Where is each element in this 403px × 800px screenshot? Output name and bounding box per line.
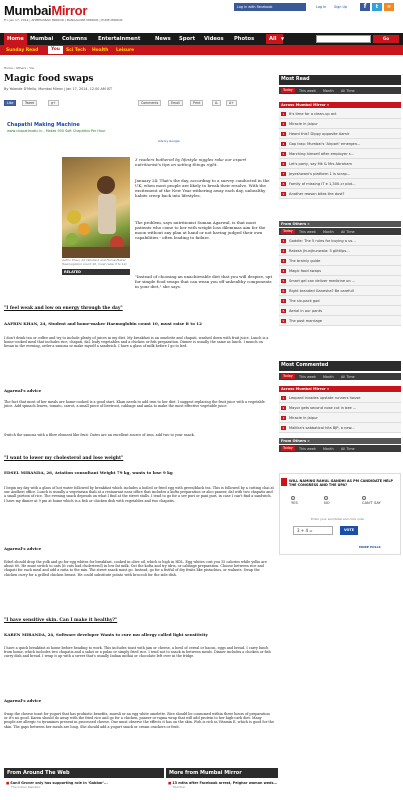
most-commented-heading: Most Commented bbox=[279, 361, 401, 371]
section-heading-3: "I have sensitive skin. Can I make it healthy?" bbox=[4, 618, 118, 623]
list-item[interactable]: 4 Mallika's sabbatical hits BJP, a new... bbox=[279, 423, 401, 433]
ad-choices-link[interactable]: Ads by Google bbox=[158, 139, 180, 143]
list-item[interactable]: 4 Gap trap: Mumbai's 'Airport' emergen... bbox=[279, 139, 401, 149]
tab-this-week[interactable]: This week bbox=[299, 229, 316, 234]
chevron-down-icon[interactable]: ▼ bbox=[281, 36, 285, 41]
paragraph-3: I don't drink tea or coffee and try to include plenty of juices in my diet. My breakfast is an omelette and chapati, washed down with fruit juice. Lunch is a home-cooked meal that includes rice, chapati, dal, leafy vegetables and a chicken or fish preparation. Dinner is usually the same as lunch. I munch on besan in the evening, order a samosa or make myself a sandwich. I have a glass of milk before I go to bed. bbox=[4, 336, 269, 349]
list-item[interactable]: 9 Another reason bites the dust? bbox=[279, 189, 401, 199]
tab-all-time[interactable]: All Time bbox=[341, 88, 355, 93]
vote-button[interactable]: VOTE bbox=[340, 526, 358, 535]
subject-2: EDSEL MIRANDA, 26, Aviation consultant Weight 79 kg, wants to lose 9 kg bbox=[4, 470, 173, 475]
nav-sport[interactable]: Sport bbox=[179, 36, 196, 42]
poll-option-cant-say[interactable]: CAN'T SAY bbox=[362, 496, 381, 505]
signup-link[interactable]: Sign Up bbox=[334, 5, 348, 9]
logo-accent: Mirror bbox=[51, 3, 88, 18]
more-polls-link[interactable]: MORE POLLS bbox=[359, 545, 381, 549]
logo-main: Mumbai bbox=[4, 3, 52, 18]
breadcrumb[interactable]: Home › Others › You bbox=[4, 66, 35, 70]
tab-today[interactable]: Today bbox=[283, 446, 293, 450]
others-tabs bbox=[279, 228, 401, 235]
most-commented-list bbox=[279, 393, 401, 433]
most-read-heading: Most Read bbox=[279, 75, 401, 85]
tab-this-week[interactable]: This week bbox=[299, 446, 316, 451]
twitter-icon[interactable]: t bbox=[372, 3, 382, 11]
list-item[interactable]: 4 Magic food swaps bbox=[279, 266, 401, 276]
comments-button[interactable]: Comments bbox=[138, 100, 161, 106]
list-item[interactable]: 7 Jeyeshwani's platform 1 is scrap... bbox=[279, 169, 401, 179]
photo-illustration bbox=[62, 157, 130, 258]
bullet-icon: ■ bbox=[6, 781, 11, 785]
across-mirror-heading[interactable]: Across Mumbai Mirror » bbox=[279, 102, 401, 108]
subject-1: AAFRIN KHAN, 24, Student and home-maker Haemoglobin count 10, must raise it to 12 bbox=[4, 321, 202, 326]
list-item[interactable]: 2 Mayor gets second nose cut in bee ... bbox=[279, 403, 401, 413]
from-around-web-heading: From Around The Web bbox=[4, 768, 164, 778]
font-size-decrease-button[interactable]: A- bbox=[212, 100, 221, 106]
list-item[interactable]: 8 Aerial in our pants bbox=[279, 306, 401, 316]
account-links bbox=[234, 3, 402, 11]
list-item[interactable]: 3 The brainly guide bbox=[279, 256, 401, 266]
site-logo[interactable] bbox=[4, 4, 87, 17]
subnav-sunday-read[interactable]: Sunday Read bbox=[6, 47, 39, 53]
list-item[interactable]: 1 Leopard invades upstate runners house bbox=[279, 393, 401, 403]
list-item[interactable]: 6 Right branded Ganesha? Be careful! bbox=[279, 286, 401, 296]
tab-all-time[interactable]: All Time bbox=[341, 374, 355, 379]
most-read-tabs bbox=[279, 87, 401, 94]
nav-videos[interactable]: Videos bbox=[204, 36, 224, 42]
tab-this-week[interactable]: This week bbox=[299, 88, 316, 93]
print-button[interactable]: Print bbox=[190, 100, 203, 106]
paragraph-1: January 24: That's the day, according to a survey conducted in the UK, when most people are likely to break their resolve. With the excitement of the New Year withering away each day, unhealthy habits creep back into lifestyles. bbox=[135, 178, 270, 198]
tab-today[interactable]: Today bbox=[283, 88, 293, 92]
bullet-icon: ■ bbox=[168, 781, 173, 785]
most-commented-tabs bbox=[279, 373, 401, 380]
subnav-health[interactable]: Health bbox=[92, 47, 109, 53]
nav-all[interactable]: All bbox=[266, 34, 283, 44]
web-link-title[interactable]: Sunil Grover only has supporting role in 'Gabbar'... bbox=[10, 781, 108, 785]
list-item[interactable]: 1 It's time for a clean-up act bbox=[279, 109, 401, 119]
subnav-sci-tech[interactable]: Sci Tech bbox=[66, 47, 86, 53]
list-item[interactable]: 2 Miracle in Jaipur bbox=[279, 119, 401, 129]
dateline: Fri, Jan 17, 2014 | AHMEDABAD MIRROR | BANGALORE MIRROR | PUNE MIRROR bbox=[4, 18, 123, 22]
list-item[interactable]: 8 Family of missing IT e 1,300-cr plot... bbox=[279, 179, 401, 189]
facebook-icon[interactable]: f bbox=[360, 3, 370, 11]
search-go-button[interactable]: Go bbox=[373, 35, 399, 43]
tab-month[interactable]: Month bbox=[323, 229, 334, 234]
page-title: Magic food swaps bbox=[4, 74, 94, 84]
nav-home[interactable]: Home bbox=[4, 33, 27, 45]
list-item[interactable]: 5 Smart gel can deliver medicine on ... bbox=[279, 276, 401, 286]
subnav-you[interactable]: You bbox=[48, 46, 63, 54]
others-tabs-2 bbox=[279, 445, 401, 452]
related-label: RELATED bbox=[62, 269, 130, 275]
paragraph-9: Swap the cheese toast for yogurt that has probiotic benefits, muesli or an egg white omelette. Rice should be consumed within three hours of preparation or it's no good. Karen should do away with the fried rice and go for a chicken, paneer or rajma wrap that will add protein to her high-carb diet. Many people are allergic to tyramines present in processed cheese. One must observe the effects it has on the skin. Fish is rich in Vitamin E, which is good for the skin. The gaps between her meals are long. She should add a yogurt snack or cream crackers or fruit. bbox=[4, 712, 274, 729]
nav-news[interactable]: News bbox=[155, 36, 171, 42]
list-item[interactable]: 1 Goddle: The 5 rules for buying a us... bbox=[279, 236, 401, 246]
across-mirror-list bbox=[279, 109, 401, 199]
subject-3: KAREN MIRANDA, 24, Software developer Wants to cure mu allergy called light sensitivity bbox=[4, 632, 208, 637]
sub-nav bbox=[0, 45, 403, 55]
ad-url[interactable]: www.chapatimatic.in - Makes 900 Soft Chapathis Per Hour bbox=[7, 129, 106, 133]
list-item[interactable]: 3 Miracle in Jaipur bbox=[279, 413, 401, 423]
nav-photos[interactable]: Photos bbox=[234, 36, 255, 42]
paragraph-8: I have a quick breakfast at home before heading to work. This includes toast with jam or cheese, a bowl of cereal or bacon, eggs and bread. I carry lunch from home, which includes two chapatis and a sabzi or a pulao or simply fried rice. I tend not to snack in between meals. Dinner includes a chicken or fish curry dish and bread. I wrap it up with a sweet that's usually Indian mithai or chocolate left over in the fridge. bbox=[4, 646, 271, 659]
gplus-icon[interactable]: g+ bbox=[48, 100, 59, 106]
more-from-mirror-heading: More from Mumbai Mirror bbox=[166, 768, 278, 778]
intro-text: 3 readers bothered by lifestyle niggles rake our expert nutritionist's tips on setting things right. bbox=[135, 157, 247, 167]
tab-all-time[interactable]: All Time bbox=[341, 229, 355, 234]
tab-month[interactable]: Month bbox=[323, 88, 334, 93]
list-item[interactable]: 5 Marching himself after employer s... bbox=[279, 149, 401, 159]
paragraph-6: I begin my day with a glass of hot water followed by breakfast which includes a boiled or fried egg with green/black tea. This is followed by a cutting chai at our Andheri office. Lunch is usually a vegetarian thali at a restaurant near office that includes a kofta preparation or aloo paneer, dal with two chapatis and a small portion of rice. The evening snack depends on what I find at the street stalls. I tend to go for a sev puri or pani puri, in case I can't find a sandwich. I have my dinner at 9 pm at home which is a fish or chicken dish with vegetables and two chapatis. bbox=[4, 486, 274, 503]
poll-icon bbox=[281, 478, 287, 486]
subnav-leisure[interactable]: Leisure bbox=[116, 47, 135, 53]
byline: By Yolande D'Mello, Mumbai Mirror | Jan 17, 2014, 12.00 AM IST bbox=[4, 87, 113, 91]
search-input[interactable] bbox=[316, 35, 371, 43]
list-item[interactable]: 9 The post marriage bbox=[279, 316, 401, 326]
list-item[interactable]: 2 Rakesh Jhunjhunwala: 5 glittlips... bbox=[279, 246, 401, 256]
list-item[interactable]: 6 Let's party, say Mk & Mrs Abraham bbox=[279, 159, 401, 169]
paragraph-5: Switch the samosa with a fibre element like fruit. Dates are an excellent source of iron, add two to your snack. bbox=[4, 433, 195, 437]
section-heading-2: "I want to lower my cholesterol and lose weight" bbox=[4, 456, 124, 461]
tab-today[interactable]: Today bbox=[283, 229, 293, 233]
across-mirror-heading-2[interactable]: Across Mumbai Mirror » bbox=[279, 386, 401, 392]
radio-icon[interactable] bbox=[291, 496, 295, 500]
radio-icon[interactable] bbox=[324, 496, 328, 500]
tab-today[interactable]: Today bbox=[283, 374, 293, 378]
vote-hint: Enter your sum/total and click vote bbox=[311, 517, 364, 521]
tab-month[interactable]: Month bbox=[323, 446, 334, 451]
login-link[interactable]: Log In bbox=[316, 5, 327, 9]
tab-month[interactable]: Month bbox=[323, 374, 334, 379]
paragraph-2: The problem, says nutritionist Suman Agarwal, is that most patients who come to her with weight loss dilemmas aim for the moon without any plan at hand or not having judged their own capabilities - often leading to failure. bbox=[135, 220, 266, 240]
email-button[interactable]: Email bbox=[168, 100, 183, 106]
radio-icon[interactable] bbox=[362, 496, 366, 500]
article-photo bbox=[62, 157, 130, 258]
captcha-field[interactable]: 3 + 4 = bbox=[293, 526, 333, 535]
like-button[interactable]: Like bbox=[4, 100, 16, 106]
mirror-link-source: Mumbai bbox=[173, 785, 185, 790]
advice-heading-2: Agarwal's advice bbox=[4, 546, 42, 551]
photo-caption: Aafrin Khan, 24 (Student and Home-Maker Haemoglobin count 10, must raise it to 12) bbox=[62, 258, 127, 266]
web-link-source: The Indian Republic bbox=[11, 785, 41, 790]
poll-question: WILL NAMING RAHUL GANDHI AS PM CANDIDATE HELP THE CONGRESS AND THE UPA? bbox=[289, 479, 394, 488]
quote: "Instead of choosing an unachievable diet that you will despise, opt for simple food swaps that can wean you off unhealthy components in your diet," she says. bbox=[135, 274, 273, 289]
rss-icon[interactable]: ≈ bbox=[384, 3, 394, 11]
from-others-heading-2[interactable]: From Others » bbox=[279, 438, 401, 444]
tab-all-time[interactable]: All Time bbox=[341, 446, 355, 451]
facebook-login-button[interactable]: Log in with Facebook bbox=[234, 3, 306, 11]
ad-title[interactable]: Chapathi Making Machine bbox=[7, 122, 80, 128]
poll-option-no[interactable]: NO bbox=[324, 496, 330, 505]
nav-columns[interactable]: Columns bbox=[62, 36, 88, 42]
list-item[interactable]: 3 Heard this? Dippy opposite Aamir bbox=[279, 129, 401, 139]
tab-this-week[interactable]: This week bbox=[299, 374, 316, 379]
nav-mumbai[interactable]: Mumbai bbox=[30, 36, 54, 42]
nav-entertainment[interactable]: Entertainment bbox=[98, 36, 141, 42]
paragraph-4: The fact that most of her meals are home-cooked is a good start. Khan needs to add iron to her diet. I suggest replacing the fruit juice with a vegetable juice. Add spinach leaves, tomato, carrot, a small piece of beetroot, cabbage and amla to make the most effective vegetable juice. bbox=[4, 400, 265, 409]
font-size-increase-button[interactable]: A+ bbox=[226, 100, 237, 106]
mirror-link-title[interactable]: 13 mths after Facebook arrest, Pelghar woman weds... bbox=[172, 781, 278, 785]
share-bar bbox=[4, 100, 274, 108]
section-heading-1: "I feel weak and low on energy through the day" bbox=[4, 306, 123, 311]
advice-heading-3: Agarwal's advice bbox=[4, 698, 42, 703]
advice-heading-1: Agarwal's advice bbox=[4, 388, 42, 393]
tweet-button[interactable]: Tweet bbox=[22, 100, 37, 106]
poll-option-yes[interactable]: YES bbox=[291, 496, 298, 505]
web-link-item[interactable] bbox=[6, 781, 164, 789]
from-others-heading[interactable]: From Others » bbox=[279, 221, 401, 227]
list-item[interactable]: 7 The six-pack god bbox=[279, 296, 401, 306]
from-others-list bbox=[279, 236, 401, 326]
paragraph-7: Edsel should drop the yolk and go for egg whites for breakfast, cooked in olive oil, which is high in HDL. Egg whites cost you 15 calories while yolks are about 60. He must switch to oats (it cuts bad cholesterol) in low fat milk. Cut the kofta and try idris, or cabbage preparation. Choose between rice and chapati for each meal and add a raita to the mix. The street snack must go. Instead, go for a fistful of dry fruits like pistachios, or walnuts. Swap the chicken curry for a grilled chicken breast. He could substitute potato with broccoli for the side dish. bbox=[4, 560, 267, 577]
mirror-link-item[interactable] bbox=[168, 781, 278, 789]
